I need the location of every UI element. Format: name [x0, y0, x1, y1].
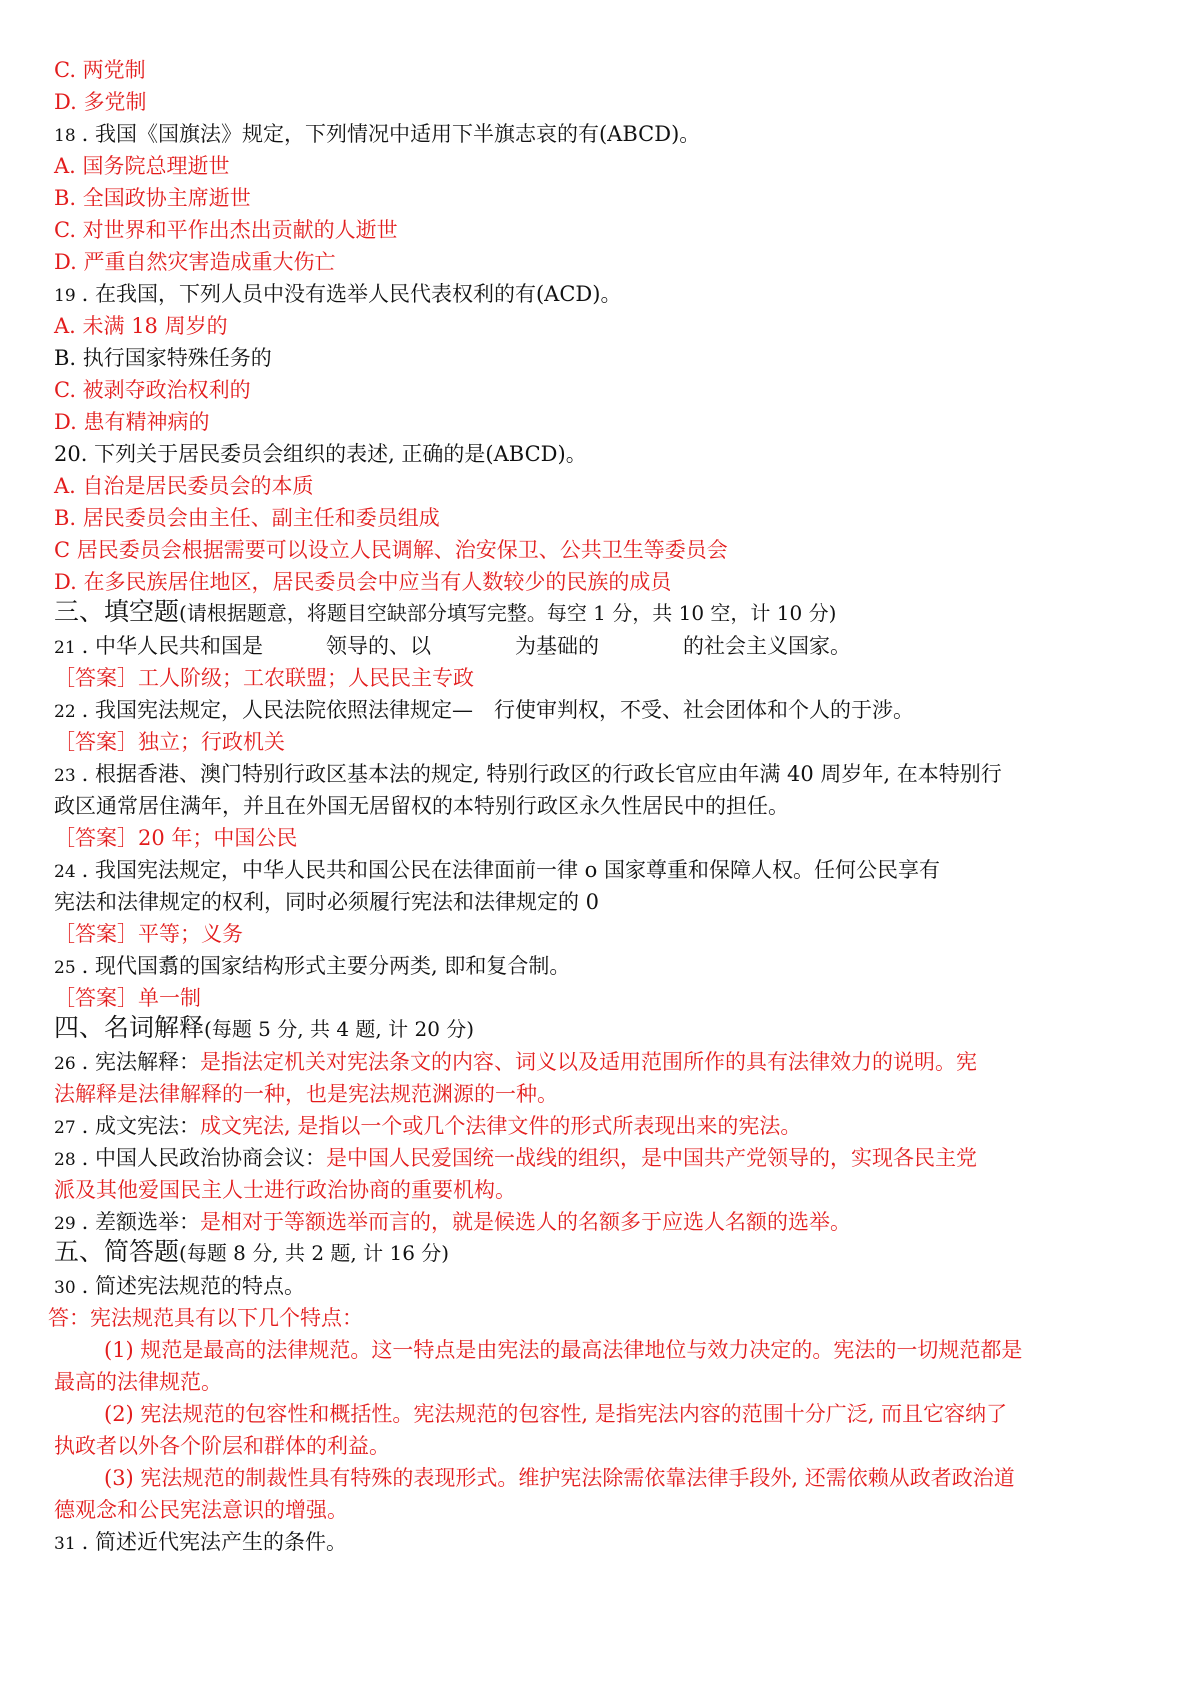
section-4-title: 四、名词解释 [54, 1013, 205, 1042]
q18-stem [54, 120, 700, 150]
q19-number: 19 [54, 286, 76, 306]
q30-number: 30 [54, 1278, 76, 1298]
q29-line1 [54, 1208, 851, 1238]
section-4-note: (每题 5 分, 共 4 题, 计 20 分) [204, 1017, 475, 1041]
q19-option-c: C. 被剥夺政治权利的 [54, 378, 251, 402]
q26-definition-1: 是指法定机关对宪法条文的内容、词义以及适用范围所作的具有法律效力的说明。宪 [200, 1050, 977, 1074]
q18-option-b: B. 全国政协主席逝世 [54, 186, 251, 210]
q23-number: 23 [54, 766, 76, 786]
q26-number: 26 [54, 1054, 76, 1074]
q31-text: . 简述近代宪法产生的条件。 [81, 1530, 347, 1554]
q17-option-d: D. 多党制 [54, 90, 147, 114]
section-3-title: 三、填空题 [54, 597, 180, 626]
q19-option-d: D. 患有精神病的 [54, 410, 210, 434]
q19-text: . 在我国，下列人员中没有选举人民代表权利的有(ACD)。 [81, 282, 622, 306]
q23-answer: ［答案］20 年；中国公民 [54, 826, 298, 850]
q27-term: . 成文宪法： [81, 1114, 200, 1138]
q19-option-b: B. 执行国家特殊任务的 [54, 346, 272, 370]
q23-stem-line2: 政区通常居住满年，并且在外国无居留权的本特别行政区永久性居民中的担任。 [54, 794, 789, 818]
q28-number: 28 [54, 1150, 76, 1170]
q24-answer: ［答案］平等；义务 [54, 922, 243, 946]
q26-definition-2: 法解释是法律解释的一种，也是宪法规范渊源的一种。 [54, 1082, 558, 1106]
q30-point1-line1: (1) 规范是最高的法律规范。这一特点是由宪法的最高法律地位与效力决定的。宪法的一切规范都是 [104, 1338, 1023, 1362]
q18-option-a: A. 国务院总理逝世 [54, 154, 230, 178]
q30-point2-line1: (2) 宪法规范的包容性和概括性。宪法规范的包容性, 是指宪法内容的范围十分广泛, 而且它容纳了 [104, 1402, 1008, 1426]
q20-option-c: C 居民委员会根据需要可以设立人民调解、治安保卫、公共卫生等委员会 [54, 538, 728, 562]
q28-definition-1: 是中国人民爱国统一战线的组织，是中国共产党领导的，实现各民主党 [326, 1146, 977, 1170]
q25-answer: ［答案］单一制 [54, 986, 201, 1010]
q26-line1 [54, 1048, 977, 1078]
q23-text-1: . 根据香港、澳门特别行政区基本法的规定, 特别行政区的行政长官应由年满 40 周岁年, 在本特别行 [81, 762, 1002, 786]
section-5-heading [54, 1238, 449, 1268]
q21-number: 21 [54, 638, 76, 658]
q27-number: 27 [54, 1118, 76, 1138]
q20-option-d: D. 在多民族居住地区，居民委员会中应当有人数较少的民族的成员 [54, 570, 672, 594]
q24-stem-line2: 宪法和法律规定的权利，同时必须履行宪法和法律规定的 0 [54, 890, 600, 914]
q30-text: . 简述宪法规范的特点。 [81, 1274, 305, 1298]
q24-stem-line1 [54, 856, 940, 886]
q30-point2-line2: 执政者以外各个阶层和群体的利益。 [54, 1434, 390, 1458]
q30-point1-line2: 最高的法律规范。 [54, 1370, 222, 1394]
q23-stem-line1 [54, 760, 1002, 790]
q29-definition-1: 是相对于等额选举而言的，就是候选人的名额多于应选人名额的选举。 [200, 1210, 851, 1234]
q27-line1 [54, 1112, 801, 1142]
q20-option-a: A. 自治是居民委员会的本质 [54, 474, 314, 498]
q27-definition-1: 成文宪法, 是指以一个或几个法律文件的形式所表现出来的宪法。 [200, 1114, 802, 1138]
q25-stem [54, 952, 570, 982]
q21-text: . 中华人民共和国是 领导的、以 为基础的 的社会主义国家。 [81, 634, 851, 658]
q31-stem [54, 1528, 347, 1558]
q28-line1 [54, 1144, 977, 1174]
q25-number: 25 [54, 958, 76, 978]
q22-answer: ［答案］独立；行政机关 [54, 730, 285, 754]
section-5-note: (每题 8 分, 共 2 题, 计 16 分) [179, 1241, 450, 1265]
q29-number: 29 [54, 1214, 76, 1234]
q19-option-a: A. 未满 18 周岁的 [54, 314, 228, 338]
section-3-heading [54, 598, 836, 628]
q30-point3-line2: 德观念和公民宪法意识的增强。 [54, 1498, 348, 1522]
q30-stem [54, 1272, 305, 1302]
q18-text: . 我国《国旗法》规定，下列情况中适用下半旗志哀的有(ABCD)。 [81, 122, 701, 146]
q21-answer: ［答案］工人阶级；工农联盟；人民民主专政 [54, 666, 474, 690]
section-5-title: 五、简答题 [54, 1237, 180, 1266]
q24-text-1: . 我国宪法规定，中华人民共和国公民在法律面前一律 o 国家尊重和保障人权。任何公民享有 [81, 858, 940, 882]
section-4-heading [54, 1014, 474, 1044]
q24-number: 24 [54, 862, 76, 882]
q19-stem [54, 280, 621, 310]
q20-stem: 20. 下列关于居民委员会组织的表述, 正确的是(ABCD)。 [54, 442, 587, 466]
q22-number: 22 [54, 702, 76, 722]
q25-text: . 现代国翥的国家结构形式主要分两类, 即和复合制。 [81, 954, 571, 978]
q18-number: 18 [54, 126, 76, 146]
q22-text: . 我国宪法规定，人民法院依照法律规定— 行使审判权，不受、社会团体和个人的于涉。 [81, 698, 914, 722]
section-3-note: (请根据题意，将题目空缺部分填写完整。每空 1 分，共 10 空，计 10 分) [179, 601, 837, 625]
q18-option-d: D. 严重自然灾害造成重大伤亡 [54, 250, 336, 274]
q28-definition-2: 派及其他爱国民主人士进行政治协商的重要机构。 [54, 1178, 516, 1202]
q22-stem [54, 696, 914, 726]
q30-answer-intro: 答：宪法规范具有以下几个特点： [48, 1306, 363, 1330]
q21-stem [54, 632, 851, 662]
q17-option-c: C. 两党制 [54, 58, 146, 82]
q20-option-b: B. 居民委员会由主任、副主任和委员组成 [54, 506, 440, 530]
q18-option-c: C. 对世界和平作出杰出贡献的人逝世 [54, 218, 398, 242]
q28-term: . 中国人民政治协商会议： [81, 1146, 326, 1170]
q30-point3-line1: (3) 宪法规范的制裁性具有特殊的表现形式。维护宪法除需依靠法律手段外, 还需依赖从政者政治道 [104, 1466, 1015, 1490]
q31-number: 31 [54, 1534, 76, 1554]
q29-term: . 差额选举： [81, 1210, 200, 1234]
q26-term: . 宪法解释： [81, 1050, 200, 1074]
